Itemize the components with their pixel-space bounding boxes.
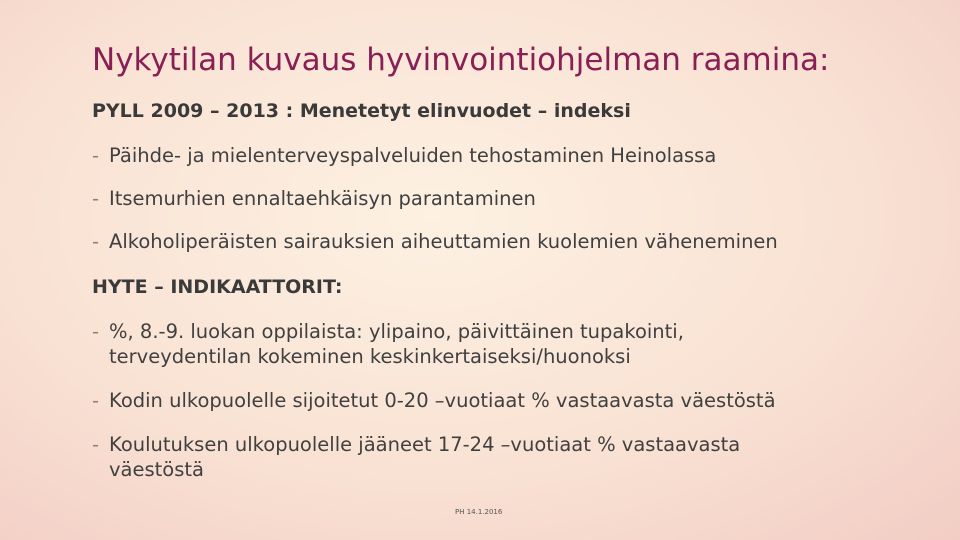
slide-title: Nykytilan kuvaus hyvinvointiohjelman raamina:: [92, 42, 830, 78]
hyte-item-text: Kodin ulkopuolelle sijoitetut 0-20 –vuotiaat % vastaavasta väestöstä: [109, 389, 776, 412]
hyte-item-text: Koulutuksen ulkopuolelle jääneet 17-24 –vuotiaat % vastaavasta väestöstä: [109, 433, 741, 481]
hyte-item-1: [92, 319, 772, 369]
pyll-heading: PYLL 2009 – 2013 : Menetetyt elinvuodet – indeksi: [92, 100, 631, 122]
bullet-dash: -: [92, 433, 100, 456]
pyll-item-2: [92, 186, 912, 211]
bullet-dash: -: [92, 144, 100, 167]
bullet-dash: -: [92, 389, 100, 412]
pyll-item-text: Päihde- ja mielenterveyspalveluiden tehostaminen Heinolassa: [109, 144, 717, 167]
pyll-item-text: Alkoholiperäisten sairauksien aiheuttamien kuolemien väheneminen: [109, 230, 778, 253]
hyte-item-2: [92, 388, 912, 413]
hyte-item-3: [92, 432, 822, 482]
pyll-item-text: Itsemurhien ennaltaehkäisyn parantaminen: [109, 187, 536, 210]
bullet-dash: -: [92, 187, 100, 210]
pyll-item-1: [92, 143, 912, 168]
pyll-item-3: [92, 229, 912, 254]
bullet-dash: -: [92, 230, 100, 253]
footer-date: PH 14.1.2016: [455, 508, 503, 516]
bullet-dash: -: [92, 320, 100, 343]
hyte-item-text: %, 8.-9. luokan oppilaista: ylipaino, päivittäinen tupakointi, terveydentilan kokeminen keskinkertaiseksi/huonoksi: [109, 320, 684, 368]
hyte-heading: HYTE – INDIKAATTORIT:: [92, 276, 343, 298]
